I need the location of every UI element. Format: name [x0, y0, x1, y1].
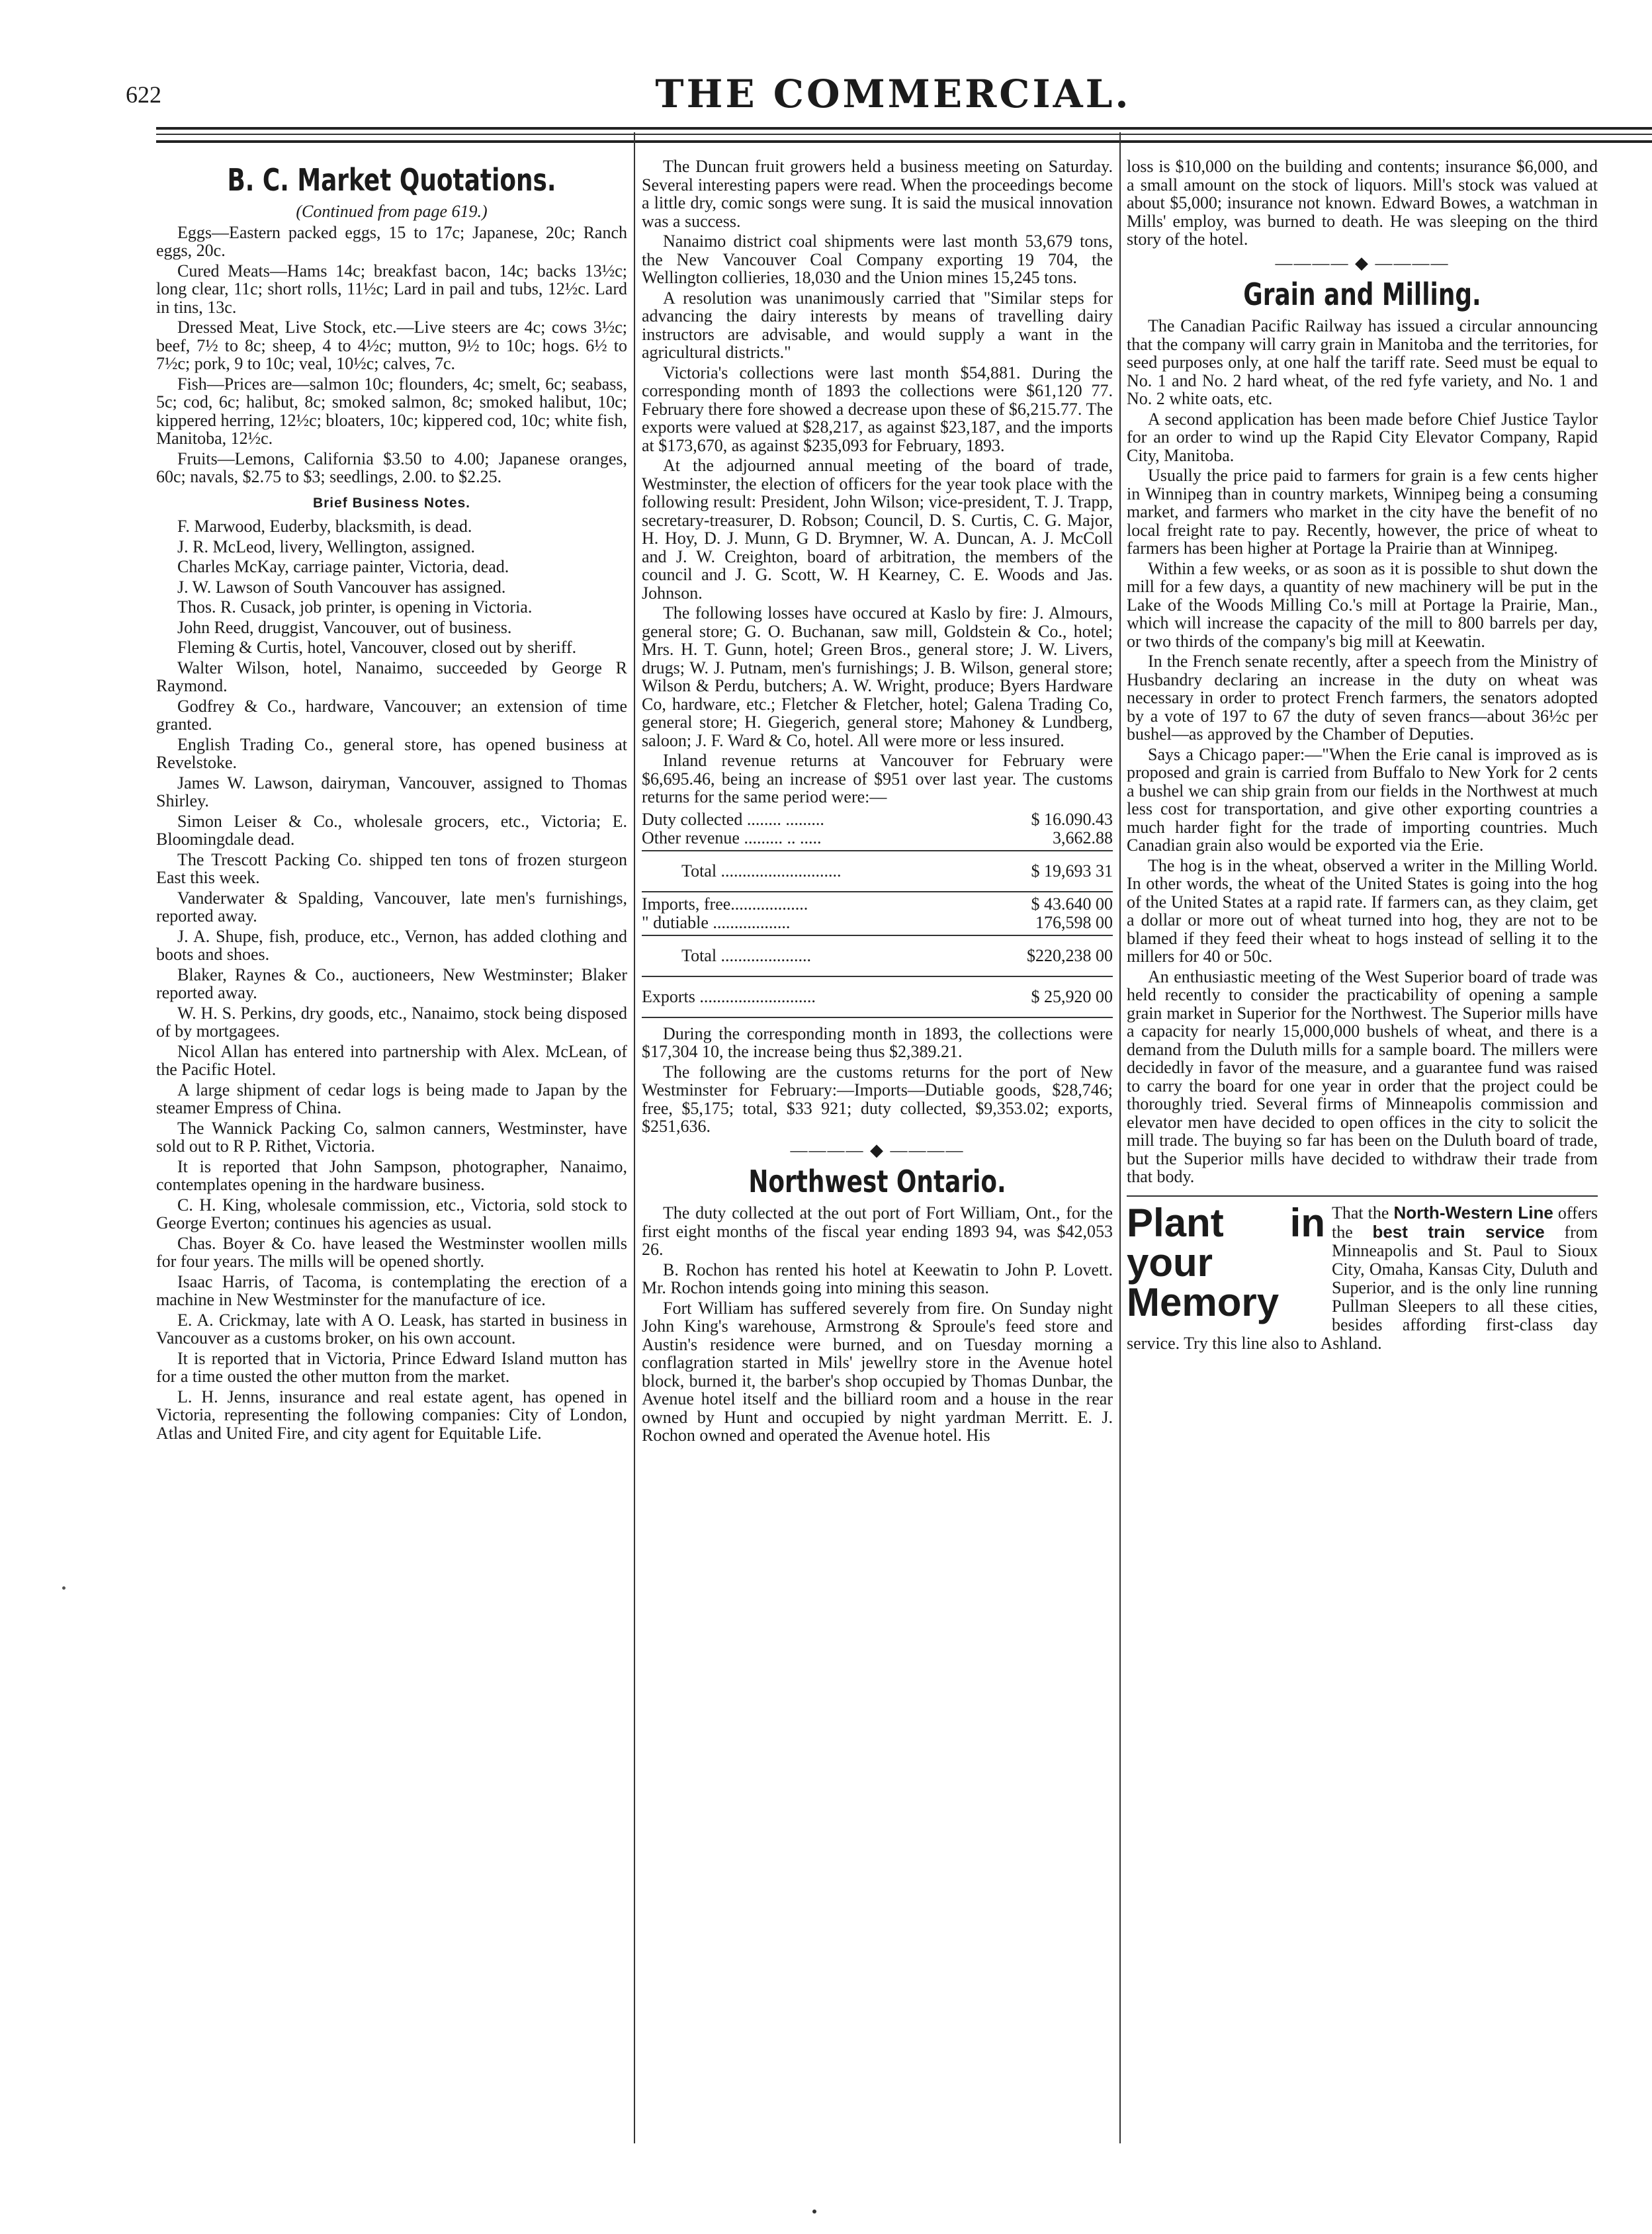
section-subtitle: (Continued from page 619.): [296, 202, 488, 221]
note-paragraph: It is reported that John Sampson, photographer, Nanaimo, contemplates opening in the hardware business.: [156, 1156, 627, 1194]
table-rule: [642, 891, 1113, 892]
header-rule: [156, 127, 1652, 130]
note-paragraph: John Reed, druggist, Vancouver, out of business.: [177, 617, 512, 637]
table-row: [642, 829, 1113, 847]
column-divider: [1119, 132, 1121, 2143]
table-row-total: [642, 854, 1113, 888]
note-paragraph: W. H. S. Perkins, dry goods, etc., Nanaimo, stock being disposed of by mortgagees.: [156, 1003, 627, 1041]
article-paragraph: During the corresponding month in 1893, the collections were $17,304 10, the increase being thus $2,389.21.: [642, 1023, 1113, 1061]
table-amount: $ 25,920 00: [1031, 986, 1113, 1006]
advertisement: [1127, 1195, 1598, 1353]
article-paragraph: Victoria's collections were last month $54,881. During the corresponding month of 1893 the collections were $61,120 77. February there fore showed a decrease upon these of $6,215.77. The exports were valued at $28,217, as against $23,187, and the imports at $173,670, as against $235,093 for February, 1893.: [642, 363, 1113, 455]
table-label: " dutiable ..................: [642, 912, 791, 932]
table-rule: [642, 850, 1113, 851]
note-paragraph: English Trading Co., general store, has opened business at Revelstoke.: [156, 734, 627, 772]
ornament-divider: ———— ◆ ————: [790, 1140, 965, 1160]
table-rule: [642, 935, 1113, 936]
quote-paragraph: Cured Meats—Hams 14c; breakfast bacon, 14c; backs 13½c; long clear, 11c; short rolls, 11½c; Lard in pail and tubs, 12½c. Lard in tins, 13c.: [156, 261, 627, 317]
note-paragraph: Fleming & Curtis, hotel, Vancouver, closed out by sheriff.: [177, 638, 577, 657]
table-row-total: [642, 939, 1113, 973]
table-amount: 3,662.88: [1053, 828, 1113, 847]
note-paragraph: Blaker, Raynes & Co., auctioneers, New Westminster; Blaker reported away.: [156, 965, 627, 1002]
header-rule-2: [156, 140, 1652, 143]
table-amount: $ 19,693 31: [1031, 861, 1113, 881]
table-row: [642, 914, 1113, 932]
note-paragraph: E. A. Crickmay, late with A O. Leask, has started in business in Vancouver as a customs broker, on his own account.: [156, 1310, 627, 1348]
ad-bold-text: best train service: [1372, 1221, 1545, 1242]
article-paragraph: The following losses have occured at Kaslo by fire: J. Almours, general store; G. O. Buchanan, saw mill, Goldstein & Co., hotel; Mrs. H. T. Gunn, hotel; Green Bros., general store; J. W. Livers, drugs; W. J. Putnam, men's furnishings; J. B. Wilson, general store; Wilson & Perdu, butchers; A. W. Wright, produce; Byers Hardware Co, hardware, etc.; Fletcher & Fletcher, hotel; Galena Trading Co, general store; H. Giegerich, general store; Mahoney & Lundberg, saloon; J. F. Ward & Co, hotel. All were more or less insured.: [642, 603, 1113, 750]
article-paragraph: The Canadian Pacific Railway has issued a circular announcing that the company will carry grain in Manitoba and the territories, for seed purposes only, at one half the tariff rate. Seed must be equal to No. 1 and No. 2 hard wheat, of the red fyfe variety, and No. 1 and No. 2 white oats, etc.: [1127, 316, 1598, 408]
ornament-divider: ———— ◆ ————: [1275, 253, 1450, 273]
article-paragraph: Nanaimo district coal shipments were last month 53,679 tons, the New Vancouver Coal Company exporting 19 704, the Wellington collieries, 18,030 and the Union mines 15,245 tons.: [642, 232, 1113, 287]
table-label: Exports ...........................: [642, 986, 816, 1006]
note-paragraph: Vanderwater & Spalding, Vancouver, late men's furnishings, reported away.: [156, 888, 627, 925]
ad-text: That the: [1332, 1203, 1389, 1223]
article-paragraph: Inland revenue returns at Vancouver for February were $6,695.46, being an increase of $951 over last year. The customs returns for the same period were:—: [642, 751, 1113, 806]
quote-paragraph: Fish—Prices are—salmon 10c; flounders, 4c; smelt, 6c; seabass, 5c; cod, 6c; halibut, 8c; smoked salmon, 8c; smoked halibut, 10c; kippered herring, 12½c; bloaters, 10c; kippered cod, 10c; white fish, Manitoba, 12½c.: [156, 374, 627, 448]
note-paragraph: Isaac Harris, of Tacoma, is contemplating the erection of a machine in New Westminster for the manufacture of ice.: [156, 1271, 627, 1309]
page-number: 622: [126, 81, 161, 108]
article-paragraph: The Duncan fruit growers held a business meeting on Saturday. Several interesting papers were read. When the proceedings become a little dry, comic songs were sung. It is said the musical innovation was a success.: [642, 157, 1113, 231]
ad-text: from Minneapolis and St. Paul to Sioux City, Omaha, Kansas City, Duluth and Superior, and is the only line running Pullman Sleepers to all these cities, besides affording first-class day service. Try this line also to Ashland.: [1127, 1222, 1598, 1353]
article-paragraph: loss is $10,000 on the building and contents; insurance $6,000, and a small amount on the stock of liquors. Mill's stock was valued at about $5,000; insurance not known. Edward Bowes, a watchman in Mills' employ, was burned to death. He was sleeping on the third story of the hotel.: [1127, 157, 1598, 249]
subsection-title: Brief Business Notes.: [312, 495, 471, 511]
column-1: [156, 157, 627, 2142]
article-paragraph: B. Rochon has rented his hotel at Keewatin to John P. Lovett. Mr. Rochon intends going into mining this season.: [642, 1260, 1113, 1297]
table-amount: $ 16.090.43: [1031, 809, 1113, 829]
customs-table: [642, 810, 1113, 1021]
note-paragraph: Chas. Boyer & Co. have leased the Westminster woollen mills for four years. The mills will be opened shortly.: [156, 1233, 627, 1271]
column-2: [642, 157, 1113, 2142]
article-paragraph: The hog is in the wheat, observed a writer in the Milling World. In other words, the wheat of the United States is going into the hog of the United States at a rapid rate. If farmers can, as they claim, get a dollar or more out of wheat turned into hog, they are not to be blamed if they feed their wheat to hogs instead of selling it to the millers for 40 or 50c.: [1127, 855, 1598, 966]
table-rule: [642, 1017, 1113, 1018]
table-row-exports: [642, 980, 1113, 1014]
article-paragraph: Says a Chicago paper:—"When the Erie canal is improved as is proposed and grain is carried from Buffalo to New York for 2 cents a bushel we can ship grain from our fields in the Northwest at much less cost for transportation, and give other exporting countries a much harder fight for the trade of importing countries. Much Canadian grain also would be exported via the Erie.: [1127, 744, 1598, 855]
table-label: Other revenue ......... .. .....: [642, 828, 822, 847]
print-speck: [812, 2210, 816, 2213]
note-paragraph: Godfrey & Co., hardware, Vancouver; an extension of time granted.: [156, 696, 627, 734]
note-paragraph: James W. Lawson, dairyman, Vancouver, assigned to Thomas Shirley.: [156, 773, 627, 810]
note-paragraph: J. A. Shupe, fish, produce, etc., Vernon, has added clothing and boots and shoes.: [156, 926, 627, 964]
article-paragraph: Fort William has suffered severely from fire. On Sunday night John King's warehouse, Armstrong & Sproule's feed store and Austin's residence were burned, and on Tuesday morning a conflagration started in Mils' jewellry store in the Avenue hotel block, burned it, the barber's shop occupied by Thomas Dunbar, the Avenue hotel itself and the billiard room and a house in the rear owned by Hunt and occupied by night yardman Merritt. E. J. Rochon owned and operated the Avenue hotel. His: [642, 1298, 1113, 1445]
note-paragraph: F. Marwood, Euderby, blacksmith, is dead.: [177, 517, 472, 536]
table-rule: [642, 976, 1113, 977]
table-label: Total .....................: [681, 945, 812, 965]
table-label: Duty collected ........ .........: [642, 809, 824, 829]
article-paragraph: At the adjourned annual meeting of the board of trade, Westminster, the election of officers for the year took place with the following result: President, John Wilson; vice-president, T. J. Trapp, secretary-treasurer, D. Robson; Council, D. S. Curtis, C. G. Major, H. Hoy, D. J. Munn, G D. Brymner, W. A. Duncan, A. J. McColl and J. W. Creighton, board of arbitration, the members of the council and J. G. Scott, W. H Kearney, C. E. Woods and Jas. Johnson.: [642, 456, 1113, 603]
ad-headline: Plant in your Memory: [1127, 1200, 1325, 1324]
note-paragraph: Simon Leiser & Co., wholesale grocers, etc., Victoria; E. Bloomingdale dead.: [156, 811, 627, 849]
note-paragraph: A large shipment of cedar logs is being made to Japan by the steamer Empress of China.: [156, 1080, 627, 1117]
note-paragraph: J. R. McLeod, livery, Wellington, assigned.: [177, 537, 475, 556]
article-paragraph: In the French senate recently, after a speech from the Ministry of Husbandry declaring an increase in the duty on wheat was necessary in order to protect French farmers, the senators adopted by a vote of 197 to 67 the duty of seven francs—about 36½c per bushel—as approved by the Chamber of Deputies.: [1127, 652, 1598, 744]
section-title: Northwest Ontario.: [748, 1164, 1006, 1199]
article-paragraph: Usually the price paid to farmers for grain is a few cents higher in Winnipeg than in country markets, Winnipeg being a consuming market, and farmers who market in the city have the benefit of no local freight rate to pay. Recently, however, the price of wheat to farmers has been higher at Portage la Prairie than at Winnipeg.: [1127, 466, 1598, 558]
article-paragraph: A resolution was unanimously carried that "Similar steps for advancing the dairy interests by means of travelling dairy instructors are advisable, and would supply a want in the agricultural districts.": [642, 288, 1113, 362]
quote-paragraph: Fruits—Lemons, California $3.50 to 4.00; Japanese oranges, 60c; navals, $2.75 to $3; seedlings, 2.00. to $2.25.: [156, 449, 627, 486]
note-paragraph: C. H. King, wholesale commission, etc., Victoria, sold stock to George Everton; continues his agencies as usual.: [156, 1195, 627, 1232]
quote-paragraph: Dressed Meat, Live Stock, etc.—Live steers are 4c; cows 3½c; beef, 7½ to 8c; sheep, 4 to 4½c; mutton, 9½ to 10c; hogs. 6½ to 7½c; pork, 9 to 10c; veal, 10½c; calves, 7c.: [156, 318, 627, 373]
table-amount: $ 43.640 00: [1031, 894, 1113, 914]
masthead: THE COMMERCIAL.: [655, 71, 1131, 116]
column-divider: [634, 132, 635, 2143]
note-paragraph: J. W. Lawson of South Vancouver has assigned.: [177, 577, 506, 597]
note-paragraph: Nicol Allan has entered into partnership with Alex. McLean, of the Pacific Hotel.: [156, 1041, 627, 1079]
section-title: Grain and Milling.: [1243, 277, 1481, 312]
note-paragraph: The Wannick Packing Co, salmon canners, Westminster, have sold out to R P. Rithet, Victoria.: [156, 1118, 627, 1156]
table-label: Total ............................: [681, 861, 842, 881]
note-paragraph: Thos. R. Cusack, job printer, is opening in Victoria.: [177, 597, 533, 617]
note-paragraph: The Trescott Packing Co. shipped ten tons of frozen sturgeon East this week.: [156, 849, 627, 887]
note-paragraph: Charles McKay, carriage painter, Victoria, dead.: [177, 557, 509, 576]
article-paragraph: The following are the customs returns for the port of New Westminster for February:—Imports—Dutiable goods, $28,746; free, $5,175; total, $33 921; duty collected, $9,353.02; exports, $251,636.: [642, 1062, 1113, 1136]
article-paragraph: An enthusiastic meeting of the West Superior board of trade was held recently to consider the practicability of opening a sample grain market in Superior for the Northwest. The Superior mills have a capacity for nearly 15,000,000 bushels of wheat, and there is a demand from the Duluth mills for a sample board. The millers were decidedly in favor of the measure, and a guarantee fund was raised to carry the board for one year in order that the project could be thoroughly tried. Several firms of Minneapolis commission and elevator men have decided to open offices in the city to solicit the mill trade. The buying so far has been on the Duluth board of trade, but the Superior mills have decided to withdraw their trade from that body.: [1127, 967, 1598, 1186]
ad-bold-text: North-Western Line: [1393, 1202, 1553, 1223]
note-paragraph: It is reported that in Victoria, Prince Edward Island mutton has for a time ousted the other mutton from the market.: [156, 1348, 627, 1386]
quote-paragraph: Eggs—Eastern packed eggs, 15 to 17c; Japanese, 20c; Ranch eggs, 20c.: [156, 222, 627, 260]
table-amount: 176,598 00: [1035, 912, 1113, 932]
header-rule-thin: [156, 134, 1652, 135]
table-label: Imports, free..................: [642, 894, 808, 914]
column-3: [1127, 157, 1598, 2142]
ad-text: offers the: [1332, 1203, 1598, 1242]
note-paragraph: Walter Wilson, hotel, Nanaimo, succeeded by George R Raymond.: [156, 658, 627, 695]
table-amount: $220,238 00: [1027, 945, 1113, 965]
note-paragraph: L. H. Jenns, insurance and real estate agent, has opened in Victoria, representing the following companies: City of London, Atlas and United Fire, and city agent for Equitable Life.: [156, 1387, 627, 1443]
table-row: [642, 895, 1113, 914]
article-paragraph: Within a few weeks, or as soon as it is possible to shut down the mill for a few days, a quantity of new machinery will be put in the Lake of the Woods Milling Co.'s mill at Portage la Prairie, Man., which will increase the capacity of the mill to 800 barrels per day, or two thirds of the company's big mill at Keewatin.: [1127, 558, 1598, 651]
section-title: B. C. Market Quotations.: [227, 162, 556, 198]
article-paragraph: A second application has been made before Chief Justice Taylor for an order to wind up the Rapid City Elevator Company, Rapid City, Manitoba.: [1127, 409, 1598, 465]
print-speck: [62, 1586, 65, 1590]
article-paragraph: The duty collected at the out port of Fort William, Ont., for the first eight months of the fiscal year ending 1893 94, was $42,053 26.: [642, 1203, 1113, 1259]
table-row: [642, 810, 1113, 829]
